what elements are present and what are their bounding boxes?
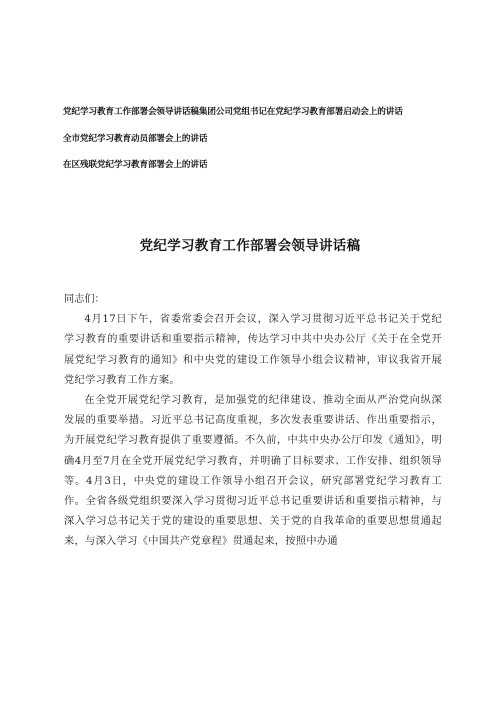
document-body xyxy=(64,290,442,553)
toc-item[interactable]: 全市党纪学习教育动员部署会上的讲话 xyxy=(63,133,208,144)
toc-item[interactable]: 党纪学习教育工作部署会领导讲话稿集团公司党组书记在党纪学习教育部署启动会上的讲话 xyxy=(63,107,403,117)
table-of-contents xyxy=(63,106,443,186)
toc-item[interactable]: 在区残联党纪学习教育部署会上的讲话 xyxy=(63,160,208,170)
body-paragraph: 在全党开展党纪学习教育，是加强党的纪律建设、推动全面从严治党向纵深发展的重要举措。习近平总书记高度重视，多次发表重要讲话、作出重要指示，为开展党纪学习教育提供了重要遵循。不久前，中共中央办公厅印发《通知》，明确4月至7月在全党开展党纪学习教育，并明确了目标要求、工作安排、组织领导等。4月3日，中央党的建设工作领导小组召开会议，研究部署党纪学习教育工作。全省各级党组织要深入学习贯彻习近平总书记重要讲话和重要指示精神，与深入学习总书记关于党的建设的重要思想、关于党的自我革命的重要思想贯通起来，与深入学习《中国共产党章程》贯通起来，按照中办通 xyxy=(64,395,442,548)
body-paragraph: 4月17日下午，省委常委会召开会议，深入学习贯彻习近平总书记关于党纪学习教育的重要讲话和重要指示精神，传达学习中共中央办公厅《关于在全党开展党纪学习教育的通知》和中央党的建设工作领导小组会议精神，审议我省开展党纪学习教育工作方案。 xyxy=(64,314,442,386)
salutation: 同志们： xyxy=(64,294,105,305)
document-title: 党纪学习教育工作部署会领导讲话稿 xyxy=(139,238,361,254)
